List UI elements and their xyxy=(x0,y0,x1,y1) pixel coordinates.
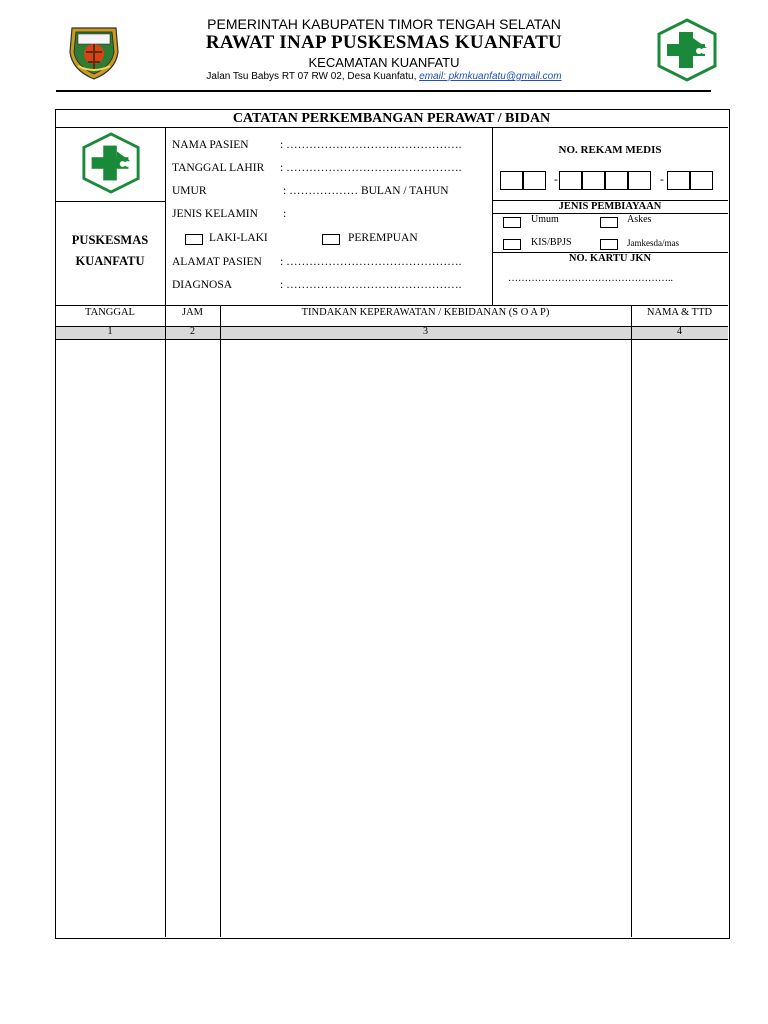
patient-name-label: NAMA PASIEN xyxy=(172,139,249,151)
male-checkbox[interactable] xyxy=(185,234,203,245)
col-header-tanggal: TANGGAL xyxy=(85,307,135,318)
form-title: CATATAN PERKEMBANGAN PERAWAT / BIDAN xyxy=(232,111,551,126)
col-number-1: 1 xyxy=(107,326,113,337)
payment-bpjs-checkbox[interactable] xyxy=(503,239,521,250)
record-box-8[interactable] xyxy=(690,171,713,190)
col-number-3: 3 xyxy=(423,326,428,337)
record-box-2[interactable] xyxy=(523,171,546,190)
address-text: Jalan Tsu Babys RT 07 RW 02, Desa Kuanfatu, xyxy=(206,71,417,82)
col-header-jam: JAM xyxy=(181,307,203,318)
address-line xyxy=(140,71,628,82)
record-box-6[interactable] xyxy=(628,171,651,190)
payment-label: JENIS PEMBIAYAAN xyxy=(558,201,662,212)
regency-crest-icon xyxy=(64,22,124,82)
payment-title-divider xyxy=(492,213,728,214)
diagnosis-label: DIAGNOSA xyxy=(172,279,233,291)
col-header-nama-ttd: NAMA & TTD xyxy=(646,307,713,318)
birth-date-label: TANGGAL LAHIR xyxy=(172,162,265,174)
record-box-5[interactable] xyxy=(605,171,628,190)
col-header-tindakan: TINDAKAN KEPERAWATAN / KEBIDANAN (S O A P) xyxy=(301,307,550,318)
address-field[interactable]: : ………………………………………. xyxy=(280,256,462,268)
org-name-line2: KUANFATU xyxy=(75,254,145,268)
header-row-top xyxy=(55,305,728,306)
diagnosis-field[interactable]: : ………………………………………. xyxy=(280,279,462,291)
puskesmas-logo-icon xyxy=(79,132,143,194)
government-name: PEMERINTAH KABUPATEN TIMOR TENGAH SELATAN xyxy=(207,16,561,32)
tanggal-entry-area[interactable] xyxy=(56,340,164,936)
tindakan-entry-area[interactable] xyxy=(221,340,630,936)
medical-record-label: NO. REKAM MEDIS xyxy=(558,144,662,156)
jam-entry-area[interactable] xyxy=(166,340,219,936)
nama-ttd-entry-area[interactable] xyxy=(632,340,727,936)
female-label: PEREMPUAN xyxy=(348,232,418,244)
jkn-field[interactable]: ………………………………………….. xyxy=(508,273,673,284)
puskesmas-logo-icon xyxy=(655,18,719,82)
col-number-4: 4 xyxy=(677,326,682,337)
col-number-2: 2 xyxy=(190,326,195,337)
district-name: KECAMATAN KUANFATU xyxy=(308,55,460,70)
header-divider xyxy=(56,90,711,92)
record-box-7[interactable] xyxy=(667,171,690,190)
age-field[interactable]: : ……………… BULAN / TAHUN xyxy=(283,185,449,197)
record-box-1[interactable] xyxy=(500,171,523,190)
payment-umum-checkbox[interactable] xyxy=(503,217,521,228)
gender-colon: : xyxy=(283,208,287,220)
birth-date-field[interactable]: : ………………………………………. xyxy=(280,162,462,174)
address-label: ALAMAT PASIEN xyxy=(172,256,262,268)
record-box-3[interactable] xyxy=(559,171,582,190)
record-separator: - xyxy=(554,174,558,186)
female-checkbox[interactable] xyxy=(322,234,340,245)
jkn-label: NO. KARTU JKN xyxy=(568,253,652,264)
org-name-line1: PUSKESMAS xyxy=(71,233,149,247)
payment-jamkesda-checkbox[interactable] xyxy=(600,239,618,250)
record-box-4[interactable] xyxy=(582,171,605,190)
male-label: LAKI-LAKI xyxy=(209,232,268,244)
payment-askes-checkbox[interactable] xyxy=(600,217,618,228)
gender-label: JENIS KELAMIN xyxy=(172,208,258,220)
payment-bpjs-label: KIS/BPJS xyxy=(531,237,572,248)
title-divider xyxy=(55,127,728,128)
payment-umum-label: Umum xyxy=(531,214,559,225)
institution-name: RAWAT INAP PUSKESMAS KUANFATU xyxy=(205,32,563,53)
payment-askes-label: Askes xyxy=(627,214,652,225)
payment-jamkesda-label: Jamkesda/mas xyxy=(627,238,679,248)
age-label: UMUR xyxy=(172,185,207,197)
record-separator: - xyxy=(660,174,664,186)
logo-cell-divider xyxy=(55,201,165,202)
patient-name-field[interactable]: : ………………………………………. xyxy=(280,139,462,151)
email-link[interactable]: email: pkmkuanfatu@gmail.com xyxy=(419,71,562,82)
